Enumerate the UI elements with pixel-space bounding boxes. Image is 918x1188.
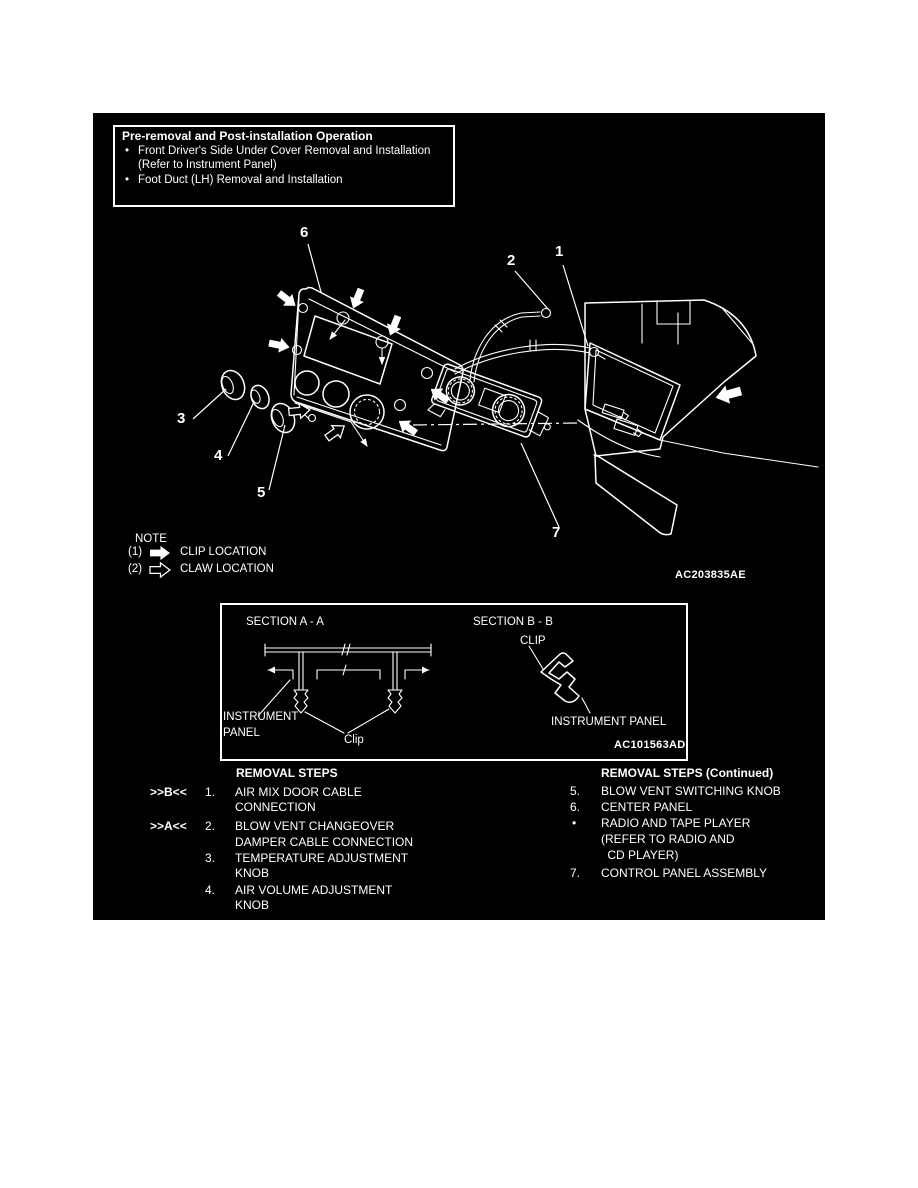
- step-num: 2.: [205, 819, 216, 833]
- step-text: CONNECTION: [235, 800, 316, 814]
- step-num: 1.: [205, 785, 216, 799]
- figure-code-main: AC203835AE: [675, 569, 746, 581]
- exploded-view-diagram: [93, 113, 825, 920]
- pre-post-item-2: Foot Duct (LH) Removal and Installation: [138, 174, 343, 186]
- step-num: 7.: [570, 866, 581, 880]
- pre-post-title: Pre-removal and Post-installation Operation: [122, 129, 373, 143]
- step-text: AIR VOLUME ADJUSTMENT: [235, 883, 393, 897]
- step-text: KNOB: [235, 898, 270, 912]
- filled-arrow-icon: [150, 546, 170, 560]
- step-text: DAMPER CABLE CONNECTION: [235, 835, 414, 849]
- note-item-1-index: (1): [128, 546, 143, 558]
- step-marker-a: >>A<<: [150, 819, 187, 833]
- step-num: 4.: [205, 883, 216, 897]
- callout-6: 6: [300, 224, 309, 241]
- pre-post-item-1b: (Refer to Instrument Panel): [138, 159, 277, 171]
- step-text: RADIO AND TAPE PLAYER: [601, 816, 751, 830]
- note-item-2-index: (2): [128, 563, 143, 575]
- step-num: 6.: [570, 800, 581, 814]
- screw-icon: [305, 415, 316, 422]
- center-panel-drawing: [291, 288, 463, 451]
- section-a-clip-label: Clip: [344, 734, 364, 746]
- cable-drawings: [455, 309, 605, 383]
- note-label: NOTE: [135, 533, 167, 545]
- section-b-label: SECTION B - B: [473, 616, 553, 628]
- outline-arrow-icon: [150, 563, 170, 577]
- instrument-panel-label-line1: INSTRUMENT: [223, 711, 299, 723]
- removal-steps-heading: REMOVAL STEPS: [236, 766, 338, 780]
- step-text: CONTROL PANEL ASSEMBLY: [601, 866, 768, 880]
- step-bullet: •: [572, 816, 577, 830]
- claw-location-arrows: [288, 402, 348, 444]
- step-marker-b: >>B<<: [150, 785, 187, 799]
- control-panel-assembly-drawing: [427, 363, 558, 453]
- step-text: TEMPERATURE ADJUSTMENT: [235, 851, 409, 865]
- callout-leader-lines: [193, 244, 588, 527]
- step-text: BLOW VENT SWITCHING KNOB: [601, 784, 781, 798]
- note-item-1-text: CLIP LOCATION: [180, 546, 267, 558]
- note-legend-arrows: [150, 546, 170, 577]
- instrument-panel-label-right: INSTRUMENT PANEL: [551, 716, 667, 728]
- step-num: 5.: [570, 784, 581, 798]
- callout-4: 4: [214, 447, 223, 464]
- note-item-2-text: CLAW LOCATION: [180, 563, 274, 575]
- callout-5: 5: [257, 484, 266, 501]
- callout-3: 3: [177, 410, 186, 427]
- bullet-icon: •: [125, 174, 130, 186]
- step-text: AIR MIX DOOR CABLE: [235, 785, 362, 799]
- instrument-panel-label-line2: PANEL: [223, 727, 260, 739]
- step-num: 3.: [205, 851, 216, 865]
- step-text: (REFER TO RADIO AND: [601, 832, 735, 846]
- callout-7: 7: [552, 524, 561, 541]
- step-text: BLOW VENT CHANGEOVER: [235, 819, 395, 833]
- step-text: KNOB: [235, 866, 270, 880]
- step-text: CENTER PANEL: [601, 800, 693, 814]
- removal-steps-continued-heading: REMOVAL STEPS (Continued): [601, 766, 774, 780]
- knob-drawings: [217, 367, 299, 436]
- console-drawing: [578, 300, 818, 535]
- figure-plate: [93, 113, 825, 920]
- callout-2: 2: [507, 252, 516, 269]
- section-b-clip-label: CLIP: [520, 635, 546, 647]
- section-a-label: SECTION A - A: [246, 616, 324, 628]
- pre-post-item-1: Front Driver's Side Under Cover Removal and Installation: [138, 145, 431, 157]
- callout-1: 1: [555, 243, 564, 260]
- figure-code-section: AC101563AD: [614, 739, 686, 751]
- step-text: CD PLAYER): [604, 848, 679, 862]
- bullet-icon: •: [125, 145, 130, 157]
